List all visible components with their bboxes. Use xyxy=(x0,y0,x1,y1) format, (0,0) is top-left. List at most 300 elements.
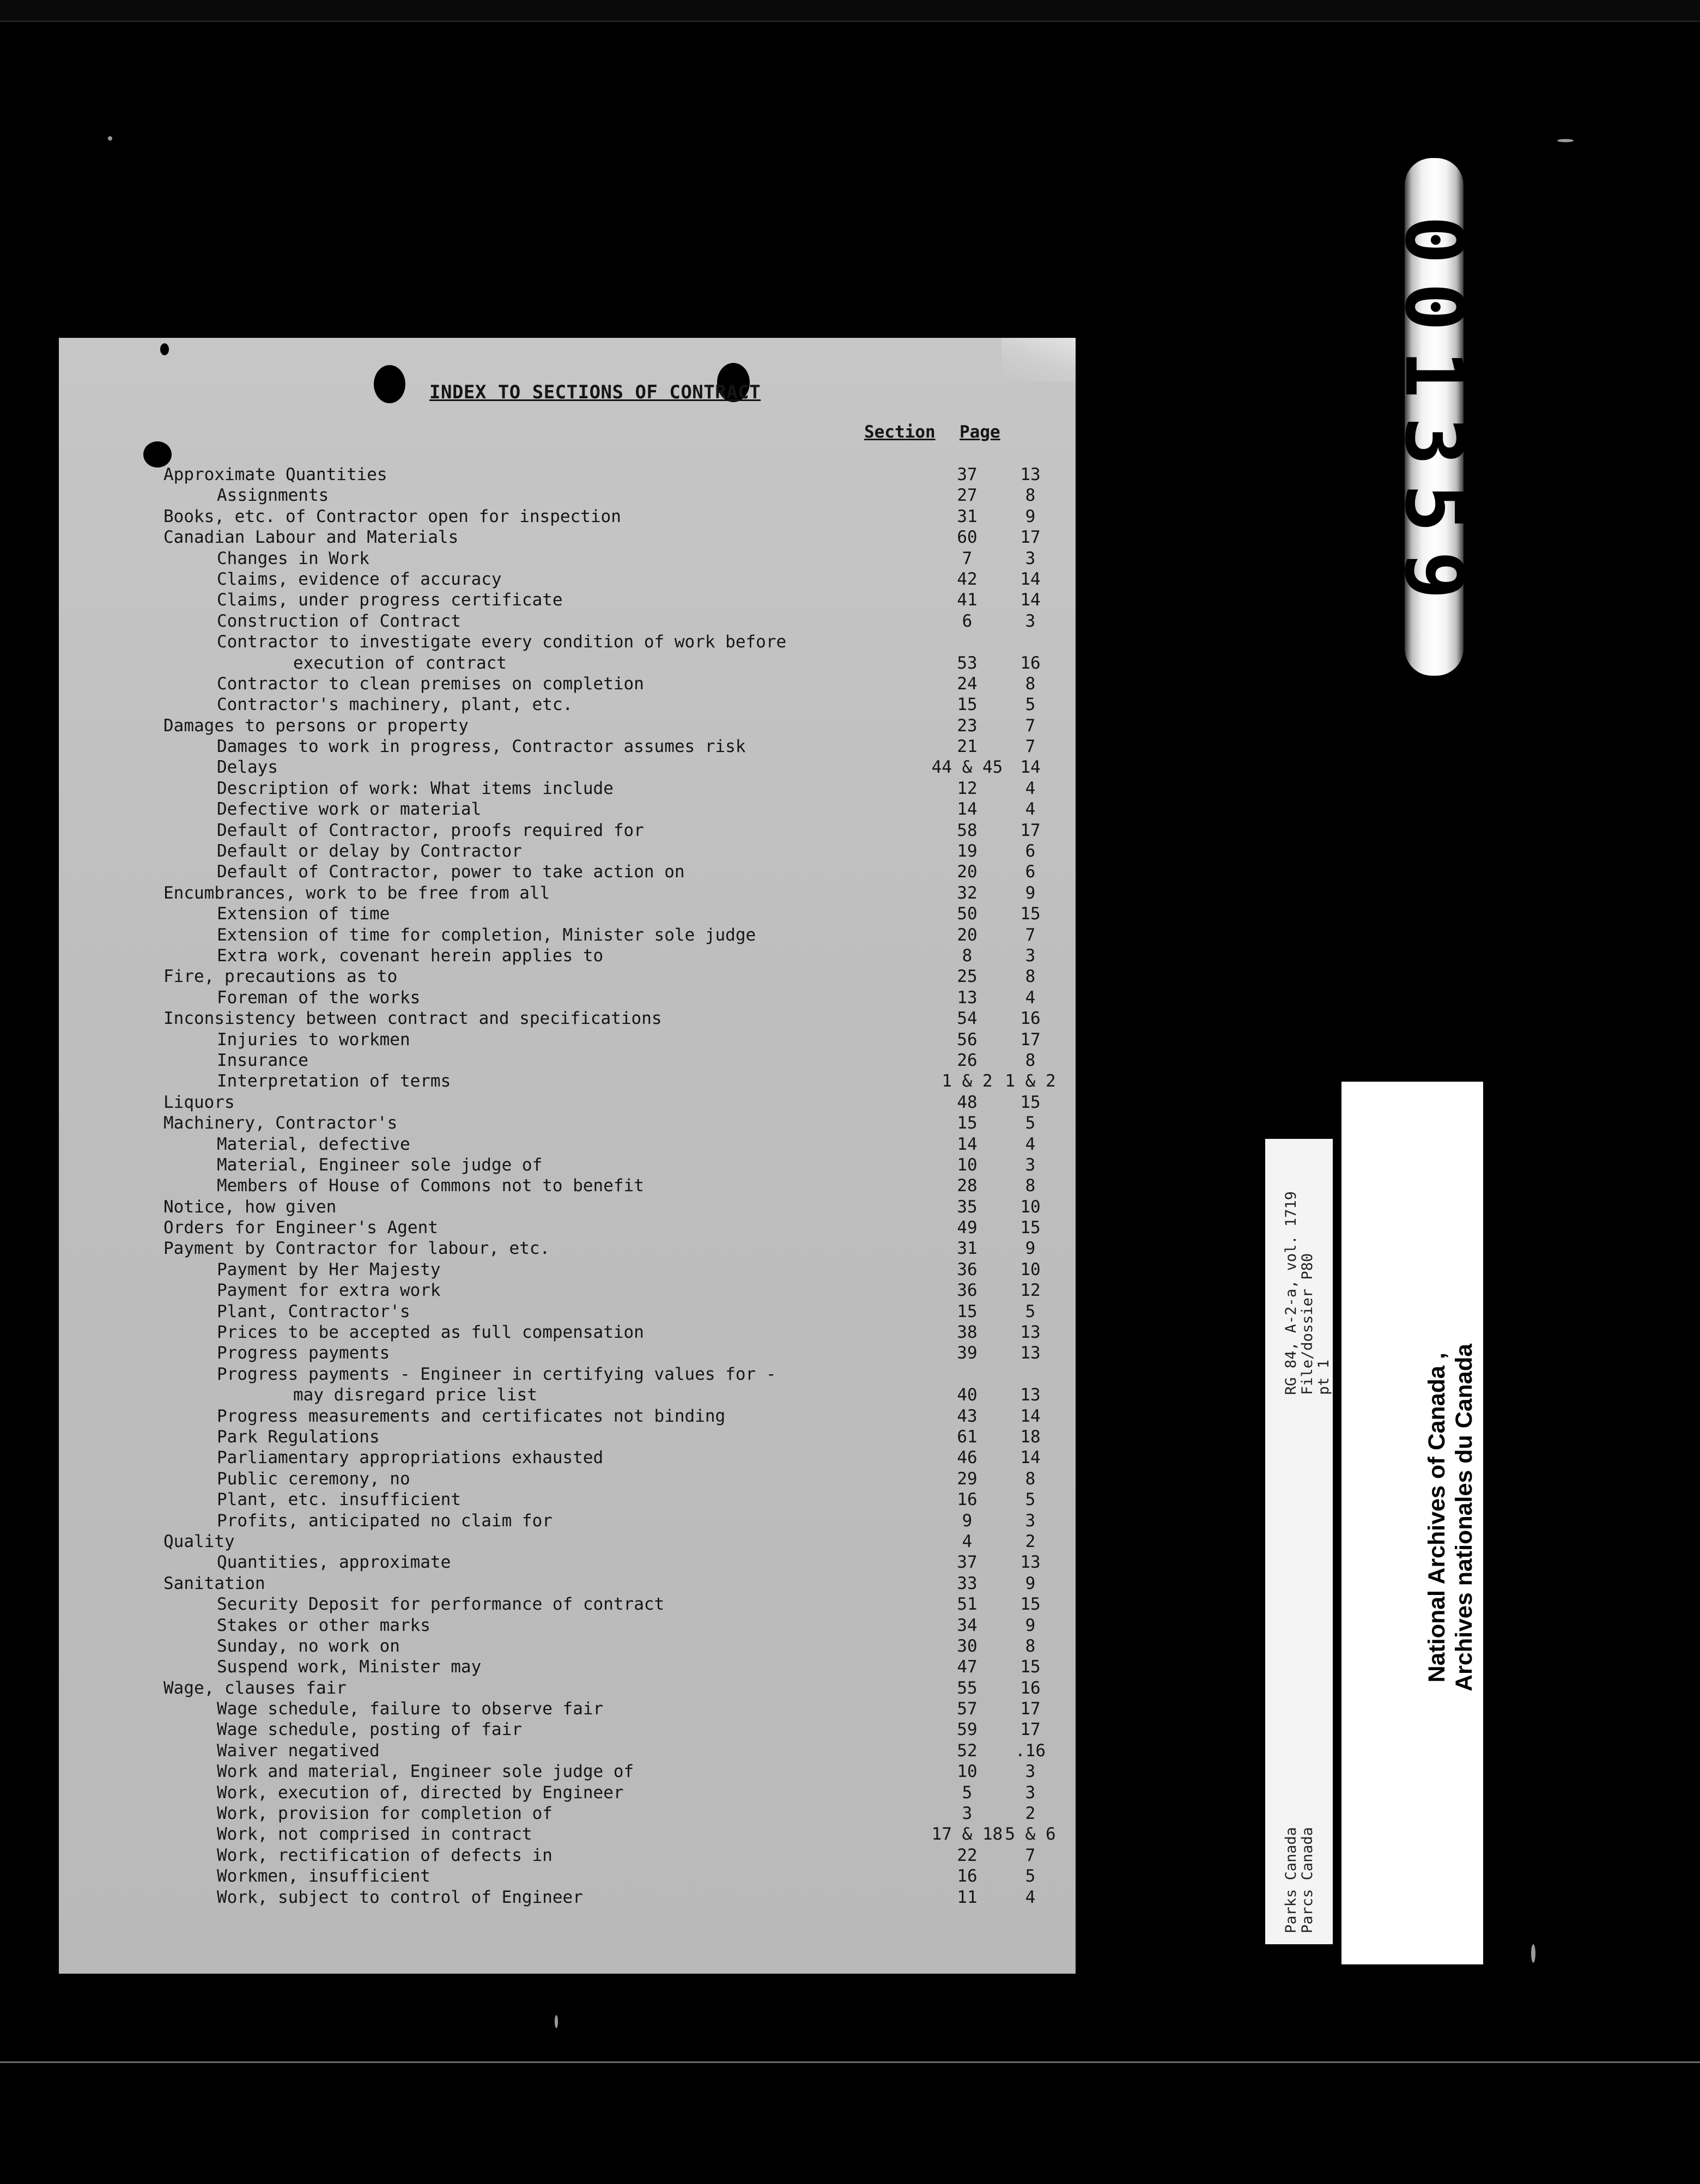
entry-label xyxy=(217,757,278,778)
entry-label xyxy=(217,1364,776,1406)
entry-section-number: 21 xyxy=(957,737,977,757)
punch-hole xyxy=(143,441,172,468)
entry-section-number: 4 xyxy=(962,1531,973,1551)
index-entry xyxy=(163,1008,1079,1029)
entry-label-text: Contractor to clean premises on completion xyxy=(217,674,644,694)
index-entry xyxy=(163,799,1079,820)
entry-label xyxy=(217,1615,430,1636)
entry-label xyxy=(217,1322,644,1343)
entry-label-text: Work, not comprised in contract xyxy=(217,1824,532,1845)
entry-label-text: Payment for extra work xyxy=(217,1281,441,1301)
entry-label xyxy=(217,1782,624,1803)
entry-label-text: Construction of Contract xyxy=(217,611,461,631)
entry-section-number: 36 xyxy=(957,1259,977,1279)
archive-owner-text xyxy=(1283,1827,1316,1933)
entry-section-number: 24 xyxy=(957,674,977,694)
entry-section-number: 37 xyxy=(957,465,977,484)
entry-label xyxy=(217,736,746,757)
entry-page-number: 5 xyxy=(1025,1866,1036,1886)
frame-number: 001359 xyxy=(1387,215,1481,618)
entry-label-text: Work, subject to control of Engineer xyxy=(217,1887,583,1907)
index-entry xyxy=(163,1761,1079,1782)
index-entry xyxy=(163,464,1079,485)
index-entry xyxy=(163,1322,1079,1343)
entry-section-number: 20 xyxy=(957,925,977,945)
entry-label xyxy=(217,1845,552,1866)
entry-section-number: 61 xyxy=(957,1427,977,1447)
entry-label-text: Notice, how given xyxy=(163,1197,337,1217)
entry-label xyxy=(217,569,502,590)
entry-page-number: 17 xyxy=(1020,1720,1041,1740)
reference-line: pt 1 xyxy=(1315,1359,1332,1395)
entry-page-number: 5 & 6 xyxy=(1005,1824,1056,1845)
index-entry xyxy=(163,1803,1079,1824)
entry-section-number: 14 xyxy=(957,799,977,820)
entry-label-text: Payment by Her Majesty xyxy=(217,1259,441,1279)
entry-page-number: 8 xyxy=(1025,1176,1036,1196)
index-entry xyxy=(163,694,1079,715)
entry-page-number: 8 xyxy=(1025,1469,1036,1489)
entry-section-number: 3 xyxy=(962,1804,973,1824)
entry-page-number: 9 xyxy=(1025,883,1036,903)
entry-label-text: Payment by Contractor for labour, etc. xyxy=(163,1239,550,1259)
reference-line: RG 84, A-2-a, vol. 1719 xyxy=(1283,1191,1300,1395)
entry-label-text: Material, defective xyxy=(217,1134,410,1154)
index-entry xyxy=(163,987,1079,1008)
entry-label xyxy=(217,611,461,632)
entry-page-number: 13 xyxy=(1020,1343,1041,1363)
entry-section-number: 7 xyxy=(962,548,973,568)
entry-label xyxy=(163,1217,438,1238)
entry-page-number: 17 xyxy=(1020,1029,1041,1049)
entry-label-text: Park Regulations xyxy=(217,1427,380,1447)
entry-page-number: 4 xyxy=(1025,778,1036,798)
entry-page-number: 17 xyxy=(1020,1699,1041,1719)
entry-label-text: Public ceremony, no xyxy=(217,1469,410,1489)
index-entry xyxy=(163,1280,1079,1301)
entry-page-number: 8 xyxy=(1025,674,1036,694)
entry-section-number: 38 xyxy=(957,1322,977,1343)
entry-page-number: 15 xyxy=(1020,1092,1041,1112)
entry-label-text: Encumbrances, work to be free from all xyxy=(163,883,550,903)
owner-line: Parcs Canada xyxy=(1299,1827,1316,1933)
entry-label xyxy=(217,1510,552,1531)
entry-page-number: 17 xyxy=(1020,527,1041,548)
entry-section-number: 14 xyxy=(957,1134,977,1154)
index-entry xyxy=(163,1719,1079,1740)
entry-section-number: 55 xyxy=(957,1678,977,1698)
entry-page-number: 5 xyxy=(1025,1301,1036,1321)
index-entry xyxy=(163,611,1079,632)
entry-label-text: Work, rectification of defects in xyxy=(217,1845,552,1865)
entry-section-number: 43 xyxy=(957,1406,977,1426)
index-entry xyxy=(163,674,1079,694)
entry-label xyxy=(217,1029,410,1050)
entry-page-number: 4 xyxy=(1025,799,1036,820)
entry-label xyxy=(163,1092,235,1113)
index-entry xyxy=(163,1824,1079,1845)
entry-section-number: 26 xyxy=(957,1050,977,1070)
entry-label xyxy=(217,1636,400,1657)
entry-label xyxy=(217,1071,451,1091)
entry-label xyxy=(217,862,685,882)
entry-label-text: Extension of time xyxy=(217,904,390,924)
index-entry xyxy=(163,715,1079,736)
entry-page-number: 4 xyxy=(1025,987,1036,1008)
index-entry xyxy=(163,1175,1079,1196)
index-entry xyxy=(163,1113,1079,1133)
entry-page-number: 3 xyxy=(1025,946,1036,966)
entry-section-number: 53 xyxy=(957,653,977,673)
entry-section-number: 15 xyxy=(957,1301,977,1321)
entry-section-number: 33 xyxy=(957,1573,977,1593)
entry-label xyxy=(217,799,481,820)
entry-label xyxy=(217,987,420,1008)
entry-label xyxy=(217,1824,532,1845)
index-entry xyxy=(163,1301,1079,1322)
entry-page-number: 4 xyxy=(1025,1134,1036,1154)
entry-label xyxy=(163,527,458,548)
entry-section-number: 9 xyxy=(962,1510,973,1531)
entry-section-number: 59 xyxy=(957,1720,977,1740)
entry-label xyxy=(217,1406,725,1427)
entry-label xyxy=(217,1740,380,1761)
entry-page-number: 1 & 2 xyxy=(1005,1071,1056,1091)
index-entry xyxy=(163,883,1079,903)
index-entry xyxy=(163,1657,1079,1677)
entry-page-number: 3 xyxy=(1025,1155,1036,1175)
entry-label xyxy=(163,506,621,527)
entry-label-text: Wage schedule, posting of fair xyxy=(217,1720,522,1740)
entry-label xyxy=(217,1887,583,1908)
index-entry xyxy=(163,1678,1079,1698)
entry-label-text: Extension of time for completion, Minister sole judge xyxy=(217,925,756,945)
microfilm-top-band xyxy=(0,0,1700,22)
entry-label xyxy=(217,945,603,966)
entry-label-text: Parliamentary appropriations exhausted xyxy=(217,1448,604,1468)
entry-section-number: 52 xyxy=(957,1740,977,1761)
entry-label-text: Inconsistency between contract and specifications xyxy=(163,1009,662,1029)
entry-label xyxy=(163,1238,550,1259)
entry-label xyxy=(163,1197,336,1217)
entry-page-number: 7 xyxy=(1025,1845,1036,1865)
entry-label xyxy=(217,1280,441,1301)
entry-page-number: 8 xyxy=(1025,967,1036,987)
index-entry xyxy=(163,820,1079,841)
entry-label xyxy=(217,1594,664,1615)
index-entry xyxy=(163,1259,1079,1280)
entry-label xyxy=(217,1301,410,1322)
entry-label-text: Wage, clauses fair xyxy=(163,1678,347,1698)
entry-section-number: 5 xyxy=(962,1782,973,1803)
index-title: INDEX TO SECTIONS OF CONTRACT xyxy=(429,381,761,403)
institution-name xyxy=(1423,1344,1478,1691)
entry-section-number: 16 xyxy=(957,1866,977,1886)
entry-section-number: 48 xyxy=(957,1092,977,1112)
index-entry xyxy=(163,1489,1079,1510)
entry-label xyxy=(163,464,387,485)
entry-section-number: 10 xyxy=(957,1155,977,1175)
entry-section-number: 16 xyxy=(957,1490,977,1510)
entry-label-text: Sunday, no work on xyxy=(217,1636,400,1656)
index-entry xyxy=(163,1427,1079,1447)
index-entry xyxy=(163,1782,1079,1803)
entry-page-number: 12 xyxy=(1020,1281,1041,1301)
entry-label-text: Material, Engineer sole judge of xyxy=(217,1155,543,1175)
archive-reference-text xyxy=(1283,1191,1332,1395)
entry-page-number: 8 xyxy=(1025,1050,1036,1070)
entry-page-number: 10 xyxy=(1020,1259,1041,1279)
entry-label-text: Work and material, Engineer sole judge of xyxy=(217,1762,634,1782)
index-entry xyxy=(163,966,1079,987)
entry-label xyxy=(217,903,390,924)
entry-section-number: 46 xyxy=(957,1448,977,1468)
entry-label-text: Insurance xyxy=(217,1050,308,1070)
entry-page-number: 15 xyxy=(1020,904,1041,924)
index-entry xyxy=(163,1636,1079,1657)
entry-label-text: Profits, anticipated no claim for xyxy=(217,1510,552,1531)
index-entry xyxy=(163,1469,1079,1489)
entry-label xyxy=(217,1489,461,1510)
entry-page-number: 14 xyxy=(1020,569,1041,589)
entry-page-number: 7 xyxy=(1025,715,1036,736)
entry-section-number: 58 xyxy=(957,820,977,840)
entry-page-number: 2 xyxy=(1025,1804,1036,1824)
entry-label-text: Description of work: What items include xyxy=(217,778,614,798)
entry-page-number: 15 xyxy=(1020,1594,1041,1615)
entry-section-number: 56 xyxy=(957,1029,977,1049)
institution-name-english: National Archives of Canada , xyxy=(1424,1352,1450,1683)
entry-label-text: Damages to persons or property xyxy=(163,715,469,736)
index-entry xyxy=(163,1510,1079,1531)
index-entry xyxy=(163,506,1079,527)
entry-page-number: 18 xyxy=(1020,1427,1041,1447)
entry-section-number: 31 xyxy=(957,506,977,526)
entry-page-number: 14 xyxy=(1020,1448,1041,1468)
entry-section-number: 1 & 2 xyxy=(942,1071,993,1091)
entry-label-text: Quality xyxy=(163,1531,235,1551)
index-entry xyxy=(163,1238,1079,1259)
index-entry xyxy=(163,1155,1079,1175)
entry-label-text: Sanitation xyxy=(163,1573,265,1593)
entry-label xyxy=(217,1719,522,1740)
entry-label-text: Default of Contractor, power to take action on xyxy=(217,862,685,882)
entry-label xyxy=(217,1552,451,1573)
entry-label xyxy=(163,1678,347,1698)
reference-line: File/dossier P80 xyxy=(1299,1253,1316,1395)
index-entry xyxy=(163,1845,1079,1866)
entry-label-text: Default or delay by Contractor xyxy=(217,841,522,862)
entry-label-text: Fire, precautions as to xyxy=(163,967,398,987)
entry-section-number: 19 xyxy=(957,841,977,862)
entry-page-number: 8 xyxy=(1025,1636,1036,1656)
index-entry xyxy=(163,1615,1079,1636)
index-entry xyxy=(163,548,1079,569)
entry-label xyxy=(217,820,644,841)
entry-page-number: 15 xyxy=(1020,1657,1041,1677)
index-entry xyxy=(163,569,1079,590)
entry-label xyxy=(163,1531,235,1552)
entry-label xyxy=(163,966,397,987)
entry-label-text: Injuries to workmen xyxy=(217,1029,410,1049)
entry-page-number: 3 xyxy=(1025,611,1036,631)
index-entry xyxy=(163,632,1079,674)
entry-section-number: 51 xyxy=(957,1594,977,1615)
entry-label-text: Work, provision for completion of xyxy=(217,1804,552,1824)
entry-section-number: 32 xyxy=(957,883,977,903)
index-entry xyxy=(163,1594,1079,1615)
entry-section-number: 42 xyxy=(957,569,977,589)
entry-section-number: 60 xyxy=(957,527,977,548)
entry-page-number: 14 xyxy=(1020,1406,1041,1426)
index-entry xyxy=(163,1343,1079,1363)
entry-label-continuation: may disregard price list xyxy=(293,1385,537,1405)
entry-label-text: Delays xyxy=(217,757,278,778)
index-entry xyxy=(163,1071,1079,1091)
index-entry xyxy=(163,1217,1079,1238)
index-entry xyxy=(163,757,1079,778)
entry-section-number: 17 & 18 xyxy=(931,1824,1003,1845)
entry-label-text: Stakes or other marks xyxy=(217,1615,430,1635)
entry-section-number: 8 xyxy=(962,946,973,966)
entry-label-text: Wage schedule, failure to observe fair xyxy=(217,1699,604,1719)
entry-label xyxy=(217,485,329,506)
entry-label xyxy=(163,1008,662,1029)
entry-page-number: 3 xyxy=(1025,1510,1036,1531)
index-entry xyxy=(163,1406,1079,1427)
entry-label xyxy=(217,778,614,799)
document-sheet xyxy=(59,338,1076,1974)
entry-label-text: Progress payments xyxy=(217,1343,390,1363)
entry-page-number: 13 xyxy=(1020,465,1041,484)
entry-section-number: 11 xyxy=(957,1887,977,1907)
index-entry xyxy=(163,925,1079,945)
entry-label xyxy=(217,1698,603,1719)
entry-section-number: 30 xyxy=(957,1636,977,1656)
entry-section-number: 57 xyxy=(957,1699,977,1719)
entry-section-number: 10 xyxy=(957,1762,977,1782)
entry-section-number: 34 xyxy=(957,1615,977,1635)
entry-page-number: 17 xyxy=(1020,820,1041,840)
index-entry xyxy=(163,903,1079,924)
paper-fold xyxy=(1001,338,1076,381)
index-entry xyxy=(163,1887,1079,1908)
index-entry xyxy=(163,1050,1079,1071)
entry-section-number: 40 xyxy=(957,1385,977,1405)
entry-page-number: 13 xyxy=(1020,1322,1041,1343)
scan-speck xyxy=(555,2015,558,2028)
entry-section-number: 37 xyxy=(957,1552,977,1573)
entry-section-number: 15 xyxy=(957,695,977,715)
entry-page-number: 5 xyxy=(1025,695,1036,715)
entry-section-number: 29 xyxy=(957,1469,977,1489)
entry-label xyxy=(217,674,644,694)
entry-page-number: 10 xyxy=(1020,1197,1041,1217)
entry-label-text: Plant, etc. insufficient xyxy=(217,1490,461,1510)
entry-label xyxy=(163,883,550,903)
entry-label-text: Prices to be accepted as full compensation xyxy=(217,1322,644,1343)
entry-label-continuation: execution of contract xyxy=(293,653,507,673)
entry-label-text: Defective work or material xyxy=(217,799,482,820)
index-entry xyxy=(163,778,1079,799)
entry-label-text: Claims, under progress certificate xyxy=(217,590,563,610)
microfilm-edge-line xyxy=(0,2061,1700,2063)
entry-page-number: 9 xyxy=(1025,506,1036,526)
entry-label-text: Default of Contractor, proofs required for xyxy=(217,820,644,840)
entry-label xyxy=(217,925,756,945)
index-entry xyxy=(163,527,1079,548)
entry-label-text: Quantities, approximate xyxy=(217,1552,451,1573)
entry-section-number: 31 xyxy=(957,1239,977,1259)
entry-page-number: 9 xyxy=(1025,1573,1036,1593)
entry-page-number: 16 xyxy=(1020,1009,1041,1029)
index-entry xyxy=(163,1698,1079,1719)
entry-label-text: Suspend work, Minister may xyxy=(217,1657,482,1677)
index-entry xyxy=(163,590,1079,610)
entry-section-number: 20 xyxy=(957,862,977,882)
entry-label-text: Waiver negatived xyxy=(217,1740,380,1761)
entry-label xyxy=(217,1050,308,1071)
scan-speck xyxy=(1531,1944,1535,1963)
entry-label xyxy=(217,694,573,715)
entry-label xyxy=(217,1866,430,1886)
entry-label-text: Books, etc. of Contractor open for inspection xyxy=(163,506,621,526)
entry-page-number: 5 xyxy=(1025,1113,1036,1133)
page-column-header: Page xyxy=(960,422,1000,442)
institution-name-french: Archives nationales du Canada xyxy=(1451,1343,1477,1691)
entry-page-number: 6 xyxy=(1025,841,1036,862)
entry-label-text: Orders for Engineer's Agent xyxy=(163,1218,438,1238)
entry-label xyxy=(217,1134,410,1155)
entry-page-number: 2 xyxy=(1025,1531,1036,1551)
index-entry xyxy=(163,1364,1079,1406)
entry-page-number: 15 xyxy=(1020,1218,1041,1238)
entry-label xyxy=(217,1803,552,1824)
entry-section-number: 39 xyxy=(957,1343,977,1363)
index-entry xyxy=(163,485,1079,506)
entry-label-text: Claims, evidence of accuracy xyxy=(217,569,502,589)
entry-section-number: 41 xyxy=(957,590,977,610)
index-entry xyxy=(163,1197,1079,1217)
entry-page-number: 14 xyxy=(1020,590,1041,610)
entry-label xyxy=(217,1469,410,1489)
index-entry xyxy=(163,1866,1079,1886)
entry-section-number: 44 & 45 xyxy=(931,757,1003,778)
entry-page-number: .16 xyxy=(1015,1740,1046,1761)
entry-label-text: Contractor to investigate every condition of work before xyxy=(217,632,787,652)
entry-section-number: 50 xyxy=(957,904,977,924)
entry-label xyxy=(217,1175,644,1196)
entry-label-text: Plant, Contractor's xyxy=(217,1301,410,1321)
entry-label-text: Progress measurements and certificates not binding xyxy=(217,1406,726,1426)
index-entry xyxy=(163,945,1079,966)
entry-page-number: 5 xyxy=(1025,1490,1036,1510)
entry-label xyxy=(217,632,786,674)
scan-speck xyxy=(1557,139,1574,142)
entry-page-number: 4 xyxy=(1025,1887,1036,1907)
punch-hole xyxy=(160,343,169,355)
entry-page-number: 3 xyxy=(1025,548,1036,568)
entry-section-number: 15 xyxy=(957,1113,977,1133)
punch-hole xyxy=(374,365,405,403)
entry-label xyxy=(163,1113,397,1133)
entry-page-number: 3 xyxy=(1025,1762,1036,1782)
entry-section-number: 36 xyxy=(957,1281,977,1301)
entry-label-text: Canadian Labour and Materials xyxy=(163,527,459,548)
entry-page-number: 8 xyxy=(1025,486,1036,506)
scan-speck xyxy=(108,136,112,141)
entry-label-text: Extra work, covenant herein applies to xyxy=(217,946,604,966)
